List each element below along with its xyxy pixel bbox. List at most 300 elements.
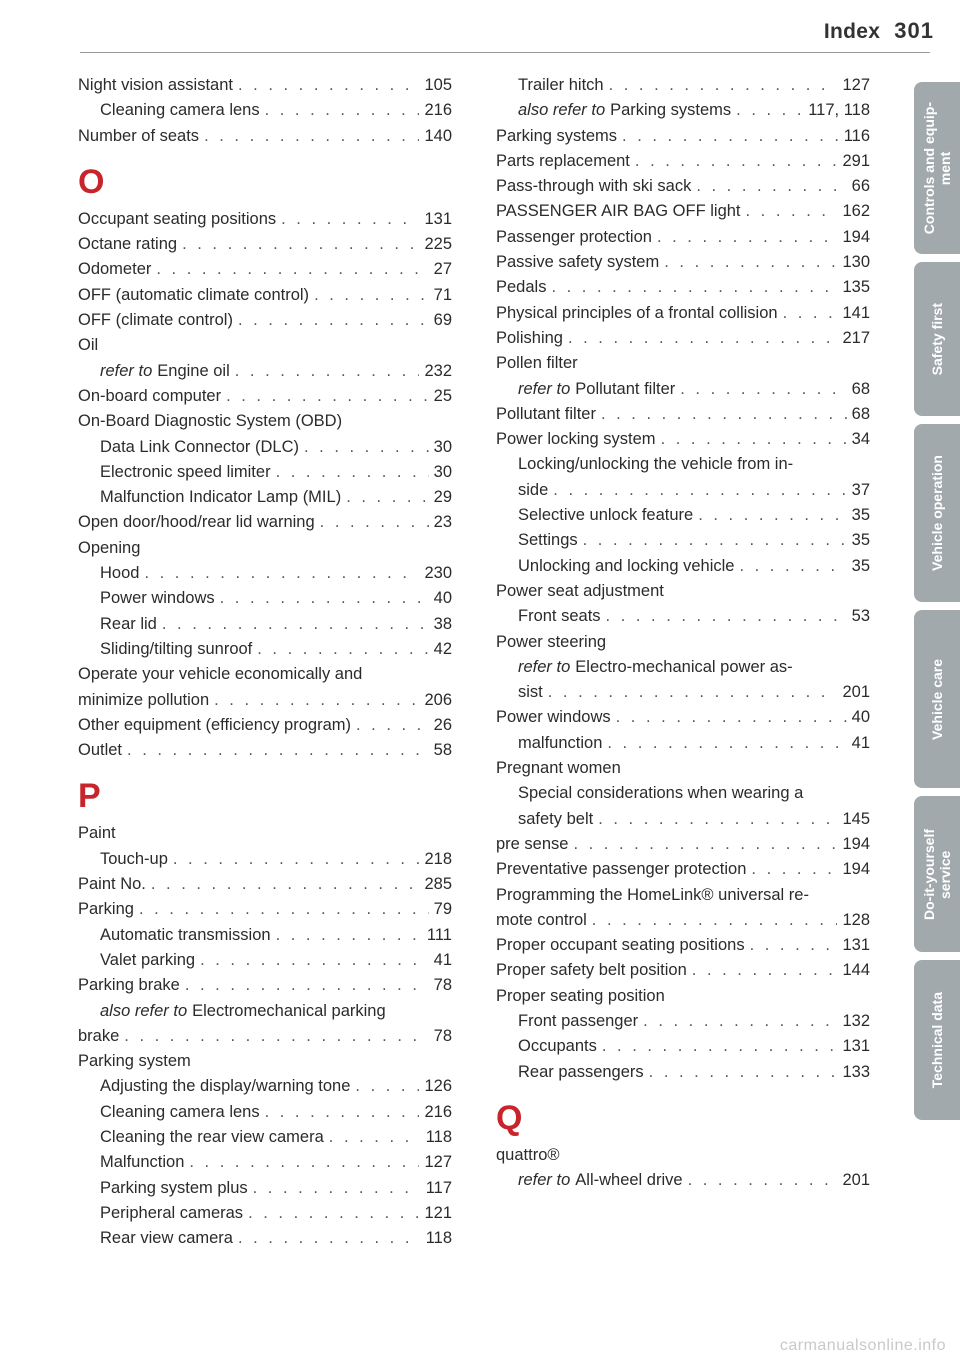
entry-label: Sliding/tilting sunroof bbox=[100, 639, 253, 658]
index-entry bbox=[78, 76, 452, 101]
index-entry bbox=[78, 875, 452, 900]
index-entry bbox=[78, 1179, 452, 1204]
page-reference: 225 bbox=[424, 235, 452, 254]
index-entry bbox=[496, 708, 870, 733]
entry-label: All-wheel drive bbox=[575, 1171, 683, 1190]
entry-text bbox=[78, 976, 180, 995]
entry-label: Cleaning camera lens bbox=[100, 101, 260, 120]
page-reference: 117, 118 bbox=[808, 101, 870, 120]
entry-label: Automatic transmission bbox=[100, 925, 271, 944]
chapter-tab-label: Controls and equip- ment bbox=[921, 101, 953, 235]
index-heading bbox=[496, 455, 870, 480]
page-reference: 285 bbox=[424, 875, 452, 894]
dot-leader bbox=[750, 936, 838, 955]
entry-text bbox=[78, 716, 351, 735]
dot-leader bbox=[253, 1179, 421, 1198]
page-reference: 135 bbox=[842, 278, 870, 297]
dot-leader bbox=[238, 311, 429, 330]
entry-text bbox=[100, 640, 252, 659]
index-entry bbox=[78, 488, 452, 513]
chapter-tab[interactable] bbox=[914, 796, 960, 952]
entry-label: Rear view camera bbox=[100, 1229, 233, 1248]
entry-label: Night vision assistant bbox=[78, 76, 233, 94]
entry-text bbox=[496, 152, 630, 171]
entry-label: Power windows bbox=[100, 589, 215, 608]
entry-label: Octane rating bbox=[78, 235, 178, 254]
entry-text bbox=[100, 1153, 184, 1172]
index-entry bbox=[78, 951, 452, 976]
entry-label: OFF (climate control) bbox=[78, 311, 233, 330]
index-entry bbox=[496, 936, 870, 961]
entry-text bbox=[496, 835, 568, 854]
entry-text bbox=[496, 886, 809, 905]
entry-label: On-Board Diagnostic System (OBD) bbox=[78, 412, 343, 431]
page-reference: 23 bbox=[433, 513, 452, 532]
page-reference: 216 bbox=[424, 101, 452, 120]
entry-text bbox=[496, 860, 746, 879]
index-entry bbox=[496, 177, 870, 202]
chapter-tab[interactable] bbox=[914, 262, 960, 416]
dot-leader bbox=[601, 405, 847, 424]
index-entry bbox=[496, 911, 870, 936]
index-entry bbox=[78, 513, 452, 538]
page-reference: 41 bbox=[433, 950, 452, 969]
entry-label: Engine oil bbox=[157, 361, 230, 380]
page-reference: 230 bbox=[424, 564, 452, 583]
entry-text bbox=[100, 1179, 248, 1198]
index-entry bbox=[496, 304, 870, 329]
entry-label: mote control bbox=[496, 910, 587, 929]
index-entry bbox=[78, 741, 452, 766]
entry-label: Touch-up bbox=[100, 849, 168, 868]
index-entry bbox=[78, 463, 452, 488]
entry-text bbox=[78, 286, 309, 305]
chapter-tab-label: Do-it-yourself service bbox=[921, 828, 953, 920]
entry-text bbox=[496, 127, 617, 146]
index-heading bbox=[496, 354, 870, 379]
index-entry bbox=[496, 481, 870, 506]
entry-label: Parking systems bbox=[496, 126, 618, 145]
dot-leader bbox=[235, 362, 420, 381]
entry-text bbox=[100, 438, 299, 457]
entry-label: PASSENGER AIR BAG OFF light bbox=[496, 202, 741, 221]
page-reference: 140 bbox=[424, 126, 452, 145]
chapter-tab[interactable] bbox=[914, 960, 960, 1120]
entry-label: Preventative passenger protection bbox=[496, 860, 747, 879]
index-heading bbox=[496, 784, 870, 809]
entry-text bbox=[78, 513, 315, 532]
dot-leader bbox=[622, 127, 839, 146]
entry-text bbox=[100, 850, 168, 869]
index-entry bbox=[78, 260, 452, 285]
entry-label: quattro® bbox=[496, 1145, 560, 1164]
chapter-tab-label: Safety first bbox=[929, 302, 945, 376]
entry-text bbox=[100, 101, 260, 120]
page-reference: 133 bbox=[842, 1062, 870, 1081]
page-reference: 30 bbox=[433, 462, 452, 481]
dot-leader bbox=[616, 708, 847, 727]
index-heading bbox=[496, 987, 870, 1012]
entry-text bbox=[518, 557, 734, 576]
entry-text bbox=[518, 734, 602, 753]
entry-label: minimize pollution bbox=[78, 690, 210, 709]
entry-label: Programming the HomeLink® universal re- bbox=[496, 885, 809, 904]
page-reference: 121 bbox=[424, 1203, 452, 1222]
page-reference: 291 bbox=[842, 151, 870, 170]
entry-text bbox=[518, 1171, 683, 1190]
dot-leader bbox=[698, 506, 846, 525]
index-entry bbox=[78, 286, 452, 311]
page-reference: 38 bbox=[433, 614, 452, 633]
page-reference: 37 bbox=[851, 480, 870, 499]
dot-leader bbox=[657, 228, 838, 247]
entry-text bbox=[518, 455, 793, 474]
entry-text bbox=[496, 354, 578, 373]
page-reference: 71 bbox=[433, 285, 452, 304]
index-entry bbox=[78, 311, 452, 336]
entry-label: Locking/unlocking the vehicle from in- bbox=[518, 455, 794, 474]
index-entry bbox=[496, 506, 870, 531]
page-reference: 118 bbox=[425, 1127, 452, 1146]
index-entry bbox=[78, 1128, 452, 1153]
header-rule bbox=[80, 52, 930, 53]
page-reference: 40 bbox=[433, 589, 452, 608]
dot-leader bbox=[248, 1204, 419, 1223]
entry-text bbox=[100, 1103, 260, 1122]
page-reference: 127 bbox=[842, 76, 870, 94]
page-reference: 145 bbox=[842, 809, 870, 828]
entry-text bbox=[496, 430, 656, 449]
entry-label: Paint No. bbox=[78, 875, 146, 894]
index-entry bbox=[78, 850, 452, 875]
page-reference: 144 bbox=[842, 961, 870, 980]
page-reference: 35 bbox=[851, 506, 870, 525]
entry-label: Malfunction bbox=[100, 1153, 185, 1172]
page-reference: 58 bbox=[433, 741, 452, 760]
page-reference: 35 bbox=[851, 556, 870, 575]
index-entry bbox=[496, 329, 870, 354]
index-column-right bbox=[496, 76, 870, 1196]
index-entry bbox=[78, 640, 452, 665]
chapter-tab-label: Vehicle care bbox=[929, 658, 945, 740]
dot-leader bbox=[238, 1229, 421, 1248]
dot-leader bbox=[664, 253, 837, 272]
entry-label: safety belt bbox=[518, 809, 594, 828]
page-reference: 42 bbox=[433, 639, 452, 658]
entry-label: Polishing bbox=[496, 328, 563, 347]
page-reference: 117 bbox=[425, 1178, 452, 1197]
page-reference: 79 bbox=[433, 900, 452, 919]
index-heading bbox=[496, 658, 870, 683]
entry-label: Adjusting the display/warning tone bbox=[100, 1077, 351, 1096]
entry-label: Electromechanical parking bbox=[192, 1001, 386, 1020]
index-entry bbox=[78, 1153, 452, 1178]
index-entry bbox=[78, 1077, 452, 1102]
dot-leader bbox=[265, 1103, 420, 1122]
page-reference: 131 bbox=[424, 209, 452, 228]
dot-leader bbox=[598, 810, 837, 829]
index-entry bbox=[496, 683, 870, 708]
entry-text bbox=[78, 387, 221, 406]
index-entry bbox=[78, 362, 452, 387]
page-reference: 116 bbox=[843, 126, 870, 145]
entry-text bbox=[518, 101, 731, 120]
dot-leader bbox=[276, 463, 429, 482]
entry-label: Electro-mechanical power as- bbox=[575, 657, 793, 676]
dot-leader bbox=[548, 683, 838, 702]
entry-label: Operate your vehicle economically and bbox=[78, 665, 363, 684]
index-entry bbox=[78, 1229, 452, 1254]
dot-leader bbox=[736, 101, 803, 120]
entry-label: Proper safety belt position bbox=[496, 961, 687, 980]
page-reference: 126 bbox=[424, 1077, 452, 1096]
page-reference: 217 bbox=[842, 328, 870, 347]
index-column-left bbox=[78, 76, 452, 1254]
entry-label: Odometer bbox=[78, 260, 152, 279]
index-heading bbox=[78, 1052, 452, 1077]
chapter-tab-label: Technical data bbox=[929, 991, 945, 1089]
page-reference: 41 bbox=[851, 733, 870, 752]
dot-leader bbox=[204, 127, 419, 146]
entry-label: Power windows bbox=[496, 708, 611, 727]
entry-label: malfunction bbox=[518, 733, 603, 752]
entry-label: Occupants bbox=[518, 1037, 597, 1056]
page-reference: 206 bbox=[424, 690, 452, 709]
entry-label: side bbox=[518, 480, 549, 499]
entry-text bbox=[78, 691, 209, 710]
dot-leader bbox=[551, 278, 837, 297]
dot-leader bbox=[200, 951, 429, 970]
chapter-tab[interactable] bbox=[914, 424, 960, 602]
page-reference: 130 bbox=[842, 253, 870, 272]
page-reference: 29 bbox=[433, 488, 452, 507]
index-entry bbox=[496, 253, 870, 278]
dot-leader bbox=[139, 900, 429, 919]
dot-leader bbox=[649, 1063, 838, 1082]
chapter-tabs bbox=[914, 82, 960, 1128]
entry-label: Trailer hitch bbox=[518, 76, 604, 94]
page-number: 301 bbox=[894, 18, 934, 43]
entry-label: Rear lid bbox=[100, 614, 157, 633]
index-heading bbox=[496, 582, 870, 607]
dot-leader bbox=[189, 1153, 419, 1172]
index-entry bbox=[496, 202, 870, 227]
entry-text bbox=[100, 1128, 324, 1147]
entry-label: On-board computer bbox=[78, 386, 222, 405]
entry-label: Pollutant filter bbox=[496, 404, 596, 423]
index-heading bbox=[78, 1002, 452, 1027]
chapter-tab[interactable] bbox=[914, 82, 960, 254]
entry-label: Peripheral cameras bbox=[100, 1203, 244, 1222]
page-reference: 78 bbox=[433, 976, 452, 995]
entry-label: Physical principles of a frontal collision bbox=[496, 303, 778, 322]
chapter-tab[interactable] bbox=[914, 610, 960, 788]
entry-label: Parking system plus bbox=[100, 1178, 248, 1197]
index-heading bbox=[78, 824, 452, 849]
dot-leader bbox=[609, 76, 838, 95]
dot-leader bbox=[661, 430, 847, 449]
entry-text bbox=[518, 683, 543, 702]
entry-label: Passive safety system bbox=[496, 253, 660, 272]
entry-label: Unlocking and locking vehicle bbox=[518, 556, 735, 575]
dot-leader bbox=[783, 304, 838, 323]
entry-text bbox=[496, 936, 745, 955]
page-reference: 194 bbox=[842, 227, 870, 246]
section-title: Index bbox=[823, 20, 881, 43]
entry-text bbox=[518, 1063, 644, 1082]
dot-leader bbox=[746, 202, 838, 221]
index-entry bbox=[496, 835, 870, 860]
dot-leader bbox=[696, 177, 846, 196]
entry-text bbox=[100, 1077, 350, 1096]
page-reference: 68 bbox=[851, 379, 870, 398]
cross-reference-prefix: also refer to bbox=[518, 101, 606, 120]
index-heading bbox=[78, 412, 452, 437]
dot-leader bbox=[739, 557, 846, 576]
index-entry bbox=[496, 228, 870, 253]
page-reference: 141 bbox=[842, 303, 870, 322]
index-entry bbox=[496, 734, 870, 759]
entry-text bbox=[496, 582, 664, 601]
dot-leader bbox=[185, 976, 429, 995]
index-heading bbox=[78, 539, 452, 564]
dot-leader bbox=[182, 235, 419, 254]
index-entry bbox=[496, 961, 870, 986]
page-reference: 27 bbox=[433, 260, 452, 279]
dot-leader bbox=[355, 1077, 419, 1096]
page-reference: 25 bbox=[433, 386, 452, 405]
dot-leader bbox=[265, 101, 420, 120]
dot-leader bbox=[680, 380, 846, 399]
index-entry bbox=[78, 127, 452, 152]
index-entry bbox=[78, 900, 452, 925]
entry-text bbox=[496, 987, 665, 1006]
dot-leader bbox=[568, 329, 838, 348]
index-entry bbox=[78, 235, 452, 260]
dot-leader bbox=[643, 1012, 837, 1031]
cross-reference-prefix: refer to bbox=[518, 379, 571, 398]
index-entry bbox=[496, 127, 870, 152]
index-letter-heading: O bbox=[78, 162, 105, 201]
entry-text bbox=[78, 1027, 119, 1046]
index-entry bbox=[496, 405, 870, 430]
page-reference: 232 bbox=[424, 361, 452, 380]
page-reference: 118 bbox=[425, 1229, 452, 1248]
page-reference: 66 bbox=[851, 177, 870, 196]
entry-label: Parking system bbox=[78, 1052, 191, 1071]
dot-leader bbox=[144, 564, 419, 583]
entry-text bbox=[100, 1229, 233, 1248]
dot-leader bbox=[151, 875, 420, 894]
entry-text bbox=[78, 875, 146, 894]
page-reference: 131 bbox=[842, 1037, 870, 1056]
entry-label: Data Link Connector (DLC) bbox=[100, 437, 299, 456]
index-entry bbox=[78, 1027, 452, 1052]
entry-label: OFF (automatic climate control) bbox=[78, 285, 310, 304]
page-reference: 194 bbox=[842, 860, 870, 879]
entry-text bbox=[518, 658, 793, 677]
entry-text bbox=[78, 741, 122, 760]
index-entry bbox=[496, 1063, 870, 1088]
index-entry bbox=[78, 101, 452, 126]
entry-text bbox=[78, 665, 362, 684]
entry-text bbox=[496, 177, 691, 196]
entry-text bbox=[100, 1002, 386, 1021]
entry-label: Power seat adjustment bbox=[496, 581, 664, 600]
entry-text bbox=[100, 589, 215, 608]
entry-text bbox=[78, 127, 199, 146]
dot-leader bbox=[304, 438, 429, 457]
entry-text bbox=[78, 235, 177, 254]
entry-text bbox=[78, 311, 233, 330]
index-entry bbox=[496, 531, 870, 556]
entry-text bbox=[78, 260, 151, 279]
entry-text bbox=[100, 615, 157, 634]
entry-text bbox=[78, 1052, 191, 1071]
index-entry bbox=[496, 810, 870, 835]
index-heading bbox=[496, 759, 870, 784]
entry-label: Open door/hood/rear lid warning bbox=[78, 513, 315, 532]
entry-label: Parking brake bbox=[78, 976, 180, 995]
dot-leader bbox=[573, 835, 837, 854]
entry-label: Pregnant women bbox=[496, 759, 621, 778]
dot-leader bbox=[320, 513, 429, 532]
entry-label: Pass-through with ski sack bbox=[496, 177, 692, 196]
index-entry bbox=[78, 1103, 452, 1128]
dot-leader bbox=[635, 152, 838, 171]
index-heading bbox=[496, 633, 870, 658]
dot-leader bbox=[226, 387, 429, 406]
chapter-tab-label: Vehicle operation bbox=[929, 455, 945, 571]
cross-reference-prefix: refer to bbox=[518, 1171, 571, 1190]
dot-leader bbox=[553, 481, 846, 500]
entry-label: Proper seating position bbox=[496, 986, 665, 1005]
entry-text bbox=[518, 76, 604, 95]
entry-text bbox=[100, 463, 271, 482]
dot-leader bbox=[156, 260, 428, 279]
index-entry bbox=[496, 430, 870, 455]
page-reference: 35 bbox=[851, 531, 870, 550]
entry-label: Rear passengers bbox=[518, 1062, 644, 1081]
index-heading bbox=[78, 665, 452, 690]
dot-leader bbox=[607, 734, 846, 753]
dot-leader bbox=[162, 615, 429, 634]
page-reference: 40 bbox=[851, 708, 870, 727]
index-entry bbox=[496, 152, 870, 177]
entry-label: Pollutant filter bbox=[575, 379, 676, 398]
entry-label: Paint bbox=[78, 824, 116, 843]
entry-text bbox=[496, 633, 606, 652]
entry-label: Cleaning the rear view camera bbox=[100, 1127, 324, 1146]
entry-label: Settings bbox=[518, 531, 578, 550]
index-entry bbox=[496, 1171, 870, 1196]
page-reference: 78 bbox=[433, 1026, 452, 1045]
entry-label: pre sense bbox=[496, 834, 569, 853]
index-entry bbox=[496, 607, 870, 632]
index-entry bbox=[496, 101, 870, 126]
entry-text bbox=[518, 607, 601, 626]
dot-leader bbox=[238, 76, 419, 95]
entry-text bbox=[100, 488, 341, 507]
entry-text bbox=[496, 759, 621, 778]
entry-label: Oil bbox=[78, 336, 99, 355]
dot-leader bbox=[329, 1128, 421, 1147]
entry-text bbox=[496, 278, 546, 297]
entry-text bbox=[496, 961, 687, 980]
index-entry bbox=[78, 210, 452, 235]
index-entry bbox=[78, 589, 452, 614]
entry-text bbox=[100, 362, 230, 381]
